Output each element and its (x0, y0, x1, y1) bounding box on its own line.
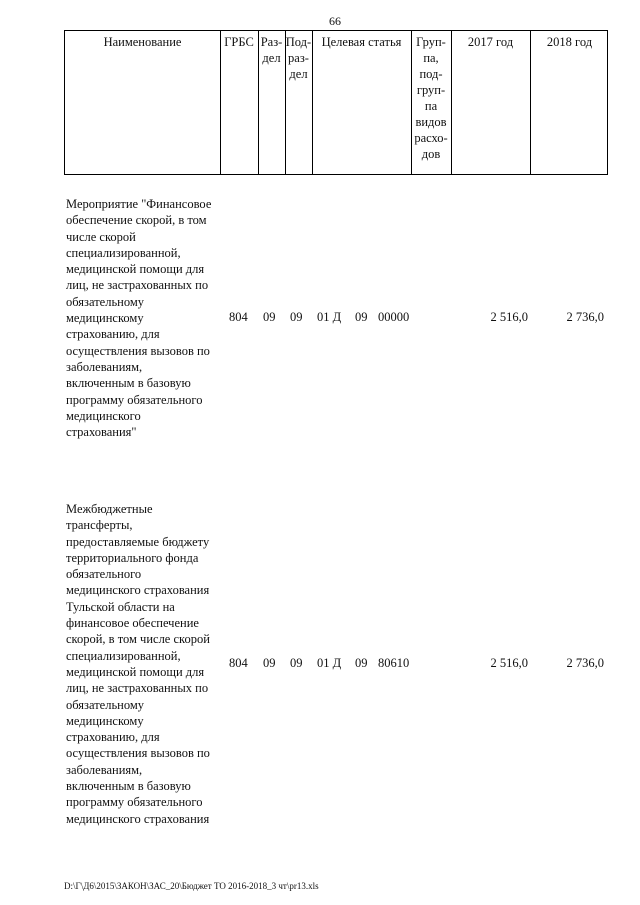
header-2018: 2018 год (546, 35, 593, 49)
cell-2017: 2 516,0 (490, 310, 528, 324)
cell-target-program: 01 Д (317, 310, 342, 324)
page-number: 66 (329, 14, 341, 28)
cell-2017: 2 516,0 (490, 656, 528, 670)
cell-2018: 2 736,0 (566, 656, 604, 670)
column-divider (530, 31, 531, 174)
cell-target-subprogram: 09 (355, 656, 368, 670)
cell-grbs: 804 (229, 310, 248, 324)
cell-target-direction: 00000 (378, 310, 410, 324)
cell-target-program: 01 Д (317, 656, 342, 670)
file-path-footer: D:\Г\Д6\2015\ЗАКОН\ЗАС_20\Бюджет ТО 2016-2018_3 чт\pr13.xls (64, 881, 319, 891)
row-name: Межбюджетные трансферты, предоставляемые бюджету территориального фонда обязательного медицинского страхования Тульской области на финансовое обеспечение скорой, в том числе скорой специализированной, медицинской помощи для лиц, не застрахованных по обязательному медицинскому страхованию, для осуществления вызовов по заболеваниям, включенным в базовую программу обязательного медицинского страхования (66, 502, 210, 826)
cell-2018: 2 736,0 (566, 310, 604, 324)
header-podrazdel: Под- раз- дел (285, 35, 312, 81)
cell-podrazdel: 09 (290, 310, 303, 324)
cell-grbs: 804 (229, 656, 248, 670)
header-razdel: Раз- дел (260, 35, 283, 65)
header-group: Груп- па, под- груп- па видов расхо- дов (414, 35, 448, 161)
cell-podrazdel: 09 (290, 656, 303, 670)
row-name: Мероприятие "Финансовое обеспечение скорой, в том числе скорой специализированной, медицинской помощи для лиц, не застрахованных по обязательному медицинскому страхованию, для осуществления вызовов по заболеваниям, включенным в базовую программу обязательного медицинского страхования" (66, 197, 212, 440)
header-2017: 2017 год (467, 35, 514, 49)
table-header (64, 30, 608, 175)
column-divider (451, 31, 452, 174)
cell-target-direction: 80610 (378, 656, 410, 670)
cell-razdel: 09 (263, 310, 276, 324)
cell-target-subprogram: 09 (355, 310, 368, 324)
header-grbs: ГРБС (224, 35, 254, 49)
column-divider (220, 31, 221, 174)
header-target-article: Целевая статья (321, 35, 402, 49)
header-name: Наименование (103, 35, 182, 49)
column-divider (312, 31, 313, 174)
cell-razdel: 09 (263, 656, 276, 670)
